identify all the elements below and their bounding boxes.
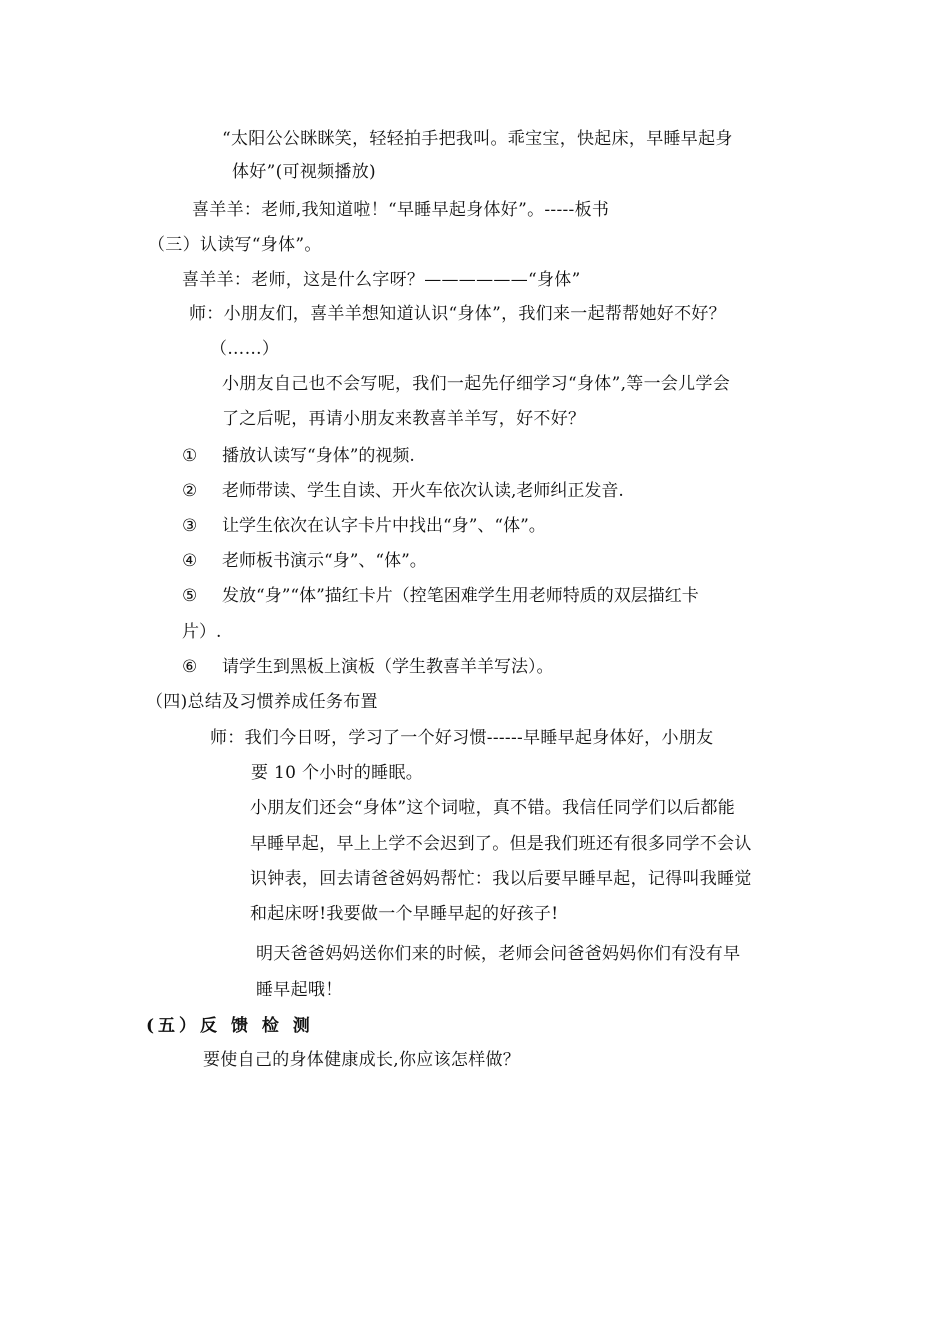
- teacher-cont-line-1: 小朋友自己也不会写呢，我们一起先仔细学习“身体”,等一会儿学会: [222, 374, 731, 394]
- section-3-heading: （三）认读写“身体”。: [148, 235, 322, 255]
- summary-line-7: 明天爸爸妈妈送你们来的时候，老师会问爸爸妈妈你们有没有早: [256, 944, 741, 964]
- summary-line-3: 小朋友们还会“身体”这个词啦，真不错。我信任同学们以后都能: [250, 798, 736, 818]
- teacher-ask: 师：小朋友们，喜羊羊想知道认识“身体”，我们来一起帮帮她好不好？: [189, 304, 726, 324]
- step-item: [182, 444, 415, 468]
- step-text: 发放“身”“体”描红卡片（控笔困难学生用老师特质的双层描红卡: [222, 586, 699, 606]
- step-item-continuation: [182, 620, 221, 644]
- summary-line-8: 睡早起哦！: [256, 980, 343, 1000]
- step-item: [182, 479, 624, 503]
- section-4-heading: （四)总结及习惯养成任务布置: [146, 692, 378, 712]
- step-text: 播放认读写“身体”的视频.: [222, 446, 415, 466]
- step-text: 请学生到黑板上演板（学生教喜羊羊写法）。: [222, 657, 554, 677]
- step-number: ⑥: [182, 657, 198, 677]
- step-number: ④: [182, 551, 198, 571]
- step-item: [182, 514, 546, 538]
- section-5-heading: (五）反 馈 检 测: [146, 1016, 314, 1036]
- step-text: 片）.: [182, 622, 222, 642]
- step-number: ③: [182, 516, 198, 536]
- step-number: ②: [182, 481, 198, 501]
- summary-line-1: 师：我们今日呀，学习了一个好习惯------早睡早起身体好，小朋友: [210, 728, 714, 748]
- step-item: [182, 549, 427, 573]
- ellipsis: （……）: [210, 339, 280, 359]
- step-text: 老师板书演示“身”、“体”。: [222, 551, 427, 571]
- summary-line-2: 要 10 个小时的睡眠。: [251, 763, 424, 783]
- summary-line-6: 和起床呀!我要做一个早睡早起的好孩子!: [250, 904, 559, 924]
- feedback-question: 要使自己的身体健康成长,你应该怎样做？: [203, 1050, 521, 1070]
- song-line-2: 体好”(可视频播放): [232, 162, 376, 182]
- step-number: ①: [182, 446, 198, 466]
- song-line-1: “太阳公公眯眯笑，轻轻拍手把我叫。乖宝宝，快起床，早睡早起身: [222, 129, 733, 149]
- summary-line-4: 早睡早起，早上上学不会迟到了。但是我们班还有很多同学不会认: [250, 834, 752, 854]
- step-item: [182, 584, 699, 608]
- summary-line-5: 识钟表，回去请爸爸妈妈帮忙：我以后要早睡早起，记得叫我睡觉: [250, 869, 752, 889]
- step-item: [182, 655, 554, 679]
- teacher-cont-line-2: 了之后呢，再请小朋友来教喜羊羊写，好不好？: [222, 409, 586, 429]
- step-text: 让学生依次在认字卡片中找出“身”、“体”。: [222, 516, 546, 536]
- step-text: 老师带读、学生自读、开火车依次认读,老师纠正发音.: [222, 481, 624, 501]
- xiyangyang-question: 喜羊羊：老师，这是什么字呀？——————“身体”: [182, 270, 581, 290]
- step-number: ⑤: [182, 586, 198, 606]
- xiyangyang-reply: 喜羊羊：老师,我知道啦！“早睡早起身体好”。-----板书: [192, 200, 610, 220]
